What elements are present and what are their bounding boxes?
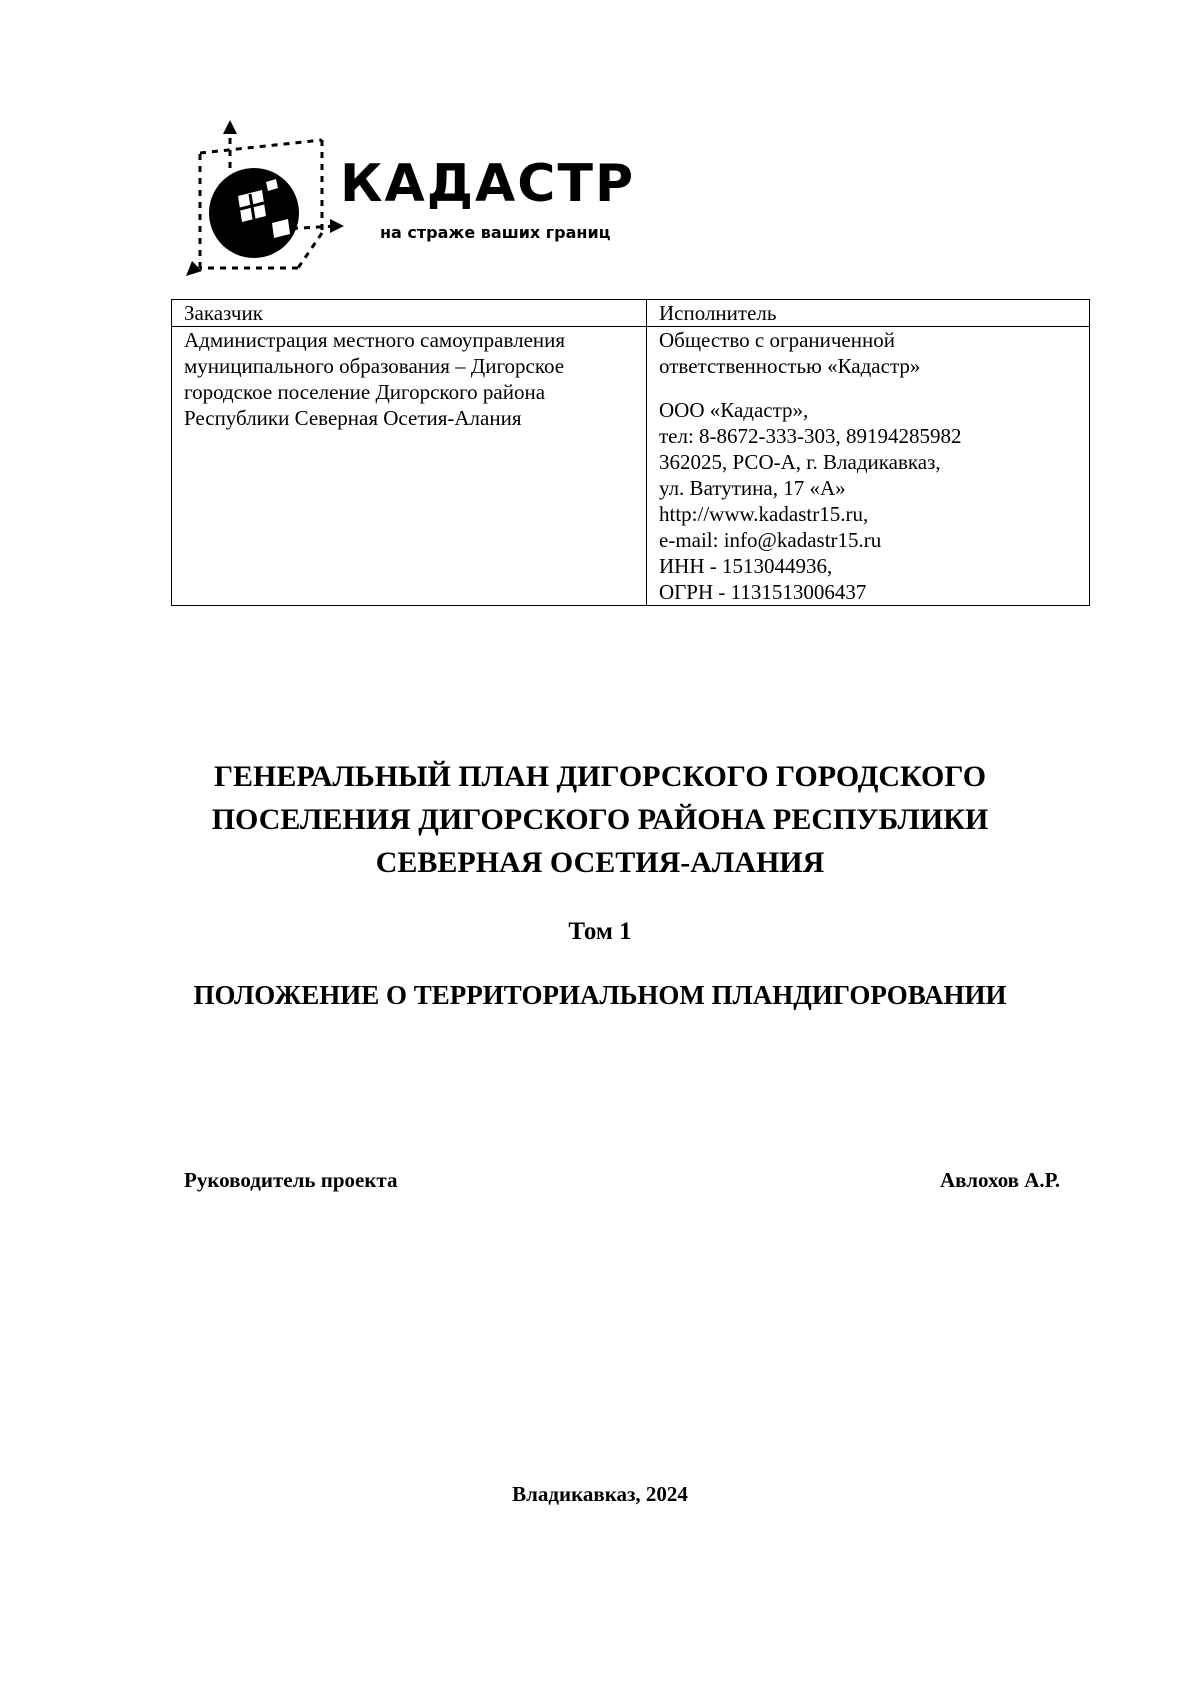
place-year: Владикавказ, 2024: [512, 1482, 688, 1506]
contractor-address: ул. Ватутина, 17 «А»: [659, 476, 846, 500]
contractor-header: Исполнитель: [647, 300, 1090, 327]
customer-header: Заказчик: [172, 300, 647, 327]
contractor-phone: тел: 8-8672-333-303, 89194285982: [659, 424, 962, 448]
logo-slogan: на страже ваших границ: [380, 223, 611, 242]
customer-line: Администрация местного самоуправления: [184, 328, 566, 352]
contractor-cell: [647, 327, 1090, 606]
document-title-line: СЕВЕРНАЯ ОСЕТИЯ-АЛАНИЯ: [375, 846, 825, 879]
contractor-inn: ИНН - 1513044936,: [659, 554, 833, 578]
contractor-address: 362025, РСО-А, г. Владикавказ,: [659, 450, 941, 474]
table-header-row: [172, 300, 1090, 327]
volume-label: Том 1: [568, 918, 632, 945]
globe-frame-icon: [180, 118, 360, 278]
customer-line: муниципального образования – Дигорское: [184, 354, 565, 378]
document-title-line: ПОСЕЛЕНИЯ ДИГОРСКОГО РАЙОНА РЕСПУБЛИКИ: [211, 803, 989, 836]
logo-title: КАДАСТР: [340, 154, 636, 214]
contractor-name-line: ответственностью «Кадастр»: [659, 354, 921, 378]
contractor-website: http://www.kadastr15.ru,: [659, 502, 869, 526]
company-logo: [180, 118, 680, 278]
contractor-ogrn: ОГРН - 1131513006437: [659, 580, 867, 604]
table-row: [172, 327, 1090, 606]
parties-table: [171, 299, 1090, 606]
document-title-line: ГЕНЕРАЛЬНЫЙ ПЛАН ДИГОРСКОГО ГОРОДСКОГО: [213, 760, 987, 793]
customer-line: городское поселение Дигорского района: [184, 380, 546, 404]
customer-line: Республики Северная Осетия-Алания: [184, 406, 522, 430]
spacer: [659, 379, 1077, 397]
signer-name: Авлохов А.Р.: [940, 1168, 1061, 1192]
customer-cell: [172, 327, 647, 606]
document-title: [100, 755, 1100, 884]
contractor-email: e-mail: info@kadastr15.ru: [659, 528, 882, 552]
contractor-name-line: Общество с ограниченной: [659, 328, 895, 352]
signer-role: Руководитель проекта: [184, 1168, 398, 1192]
document-subtitle: ПОЛОЖЕНИЕ О ТЕРРИТОРИАЛЬНОМ ПЛАНДИГОРОВАНИИ: [193, 980, 1007, 1010]
contractor-detail-line: ООО «Кадастр»,: [659, 398, 809, 422]
